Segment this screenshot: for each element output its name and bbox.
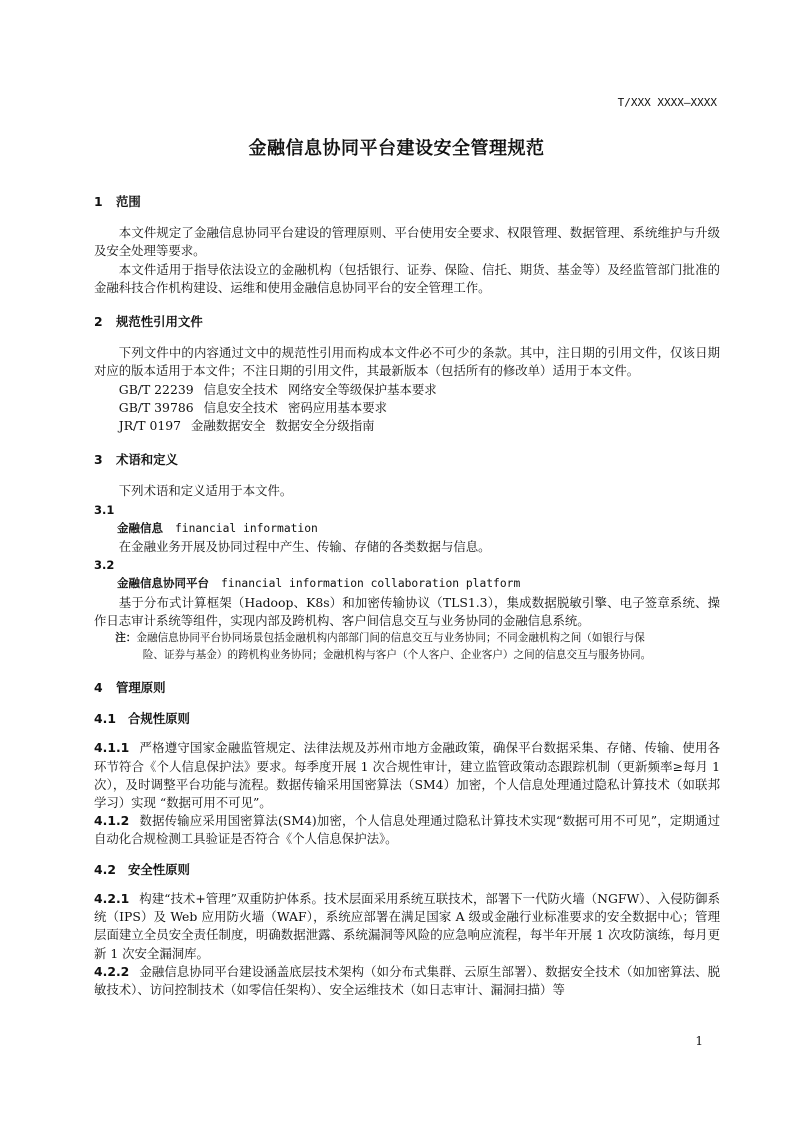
reference-code: GB/T 39786 (118, 399, 194, 415)
clause-number: 4.2.1 (94, 890, 130, 906)
reference-item (94, 417, 720, 435)
term-number: 3.1 (94, 502, 115, 517)
clause-number: 4.1.1 (94, 740, 130, 756)
section-number: 1 (94, 194, 103, 209)
subsection-title: 安全性原则 (128, 861, 190, 877)
term-name (94, 519, 720, 538)
reference-title-part: 信息安全技术 (203, 381, 278, 397)
paragraph: 下列文件中的内容通过文中的规范性引用而构成本文件必不可少的条款。其中，注日期的引用文件，仅该日期对应的版本适用于本文件；不注日期的引用文件，其最新版本（包括所有的修改单）适用于本文件。 (94, 345, 720, 379)
reference-title-part: 数据安全分级指南 (275, 418, 375, 434)
clause-number: 4.2.2 (94, 963, 130, 979)
note-text: 金融信息协同平台协同场景包括金融机构内部部门间的信息交互与业务协同；不同金融机构之间（如银行与保 (136, 632, 645, 645)
section-number: 3 (94, 452, 103, 468)
subsection-title: 合规性原则 (128, 711, 190, 727)
reference-title-part: 网络安全等级保护基本要求 (287, 381, 437, 397)
term-definition: 基于分布式计算框架（Hadoop、K8s）和加密传输协议（TLS1.3），集成数据脱敏引擎、电子签章系统、操作日志审计系统等组件，实现内部及跨机构、客户间信息交互与业务协同的金融信息系统。 (94, 594, 720, 628)
clause-4-2-1 (94, 890, 720, 963)
reference-code: GB/T 22239 (118, 381, 194, 397)
clause-number: 4.1.2 (94, 813, 130, 829)
term-definition: 在金融业务开展及协同过程中产生、传输、存储的各类数据与信息。 (118, 539, 491, 555)
note-label: 注： (115, 632, 137, 645)
clause-text: 数据传输应采用国密算法(SM4)加密，个人信息处理通过隐私计算技术实现“数据可用不可见”，定期通过自动化合规检测工具验证是否符合《个人信息保护法》。 (94, 813, 720, 847)
reference-title-part: 密码应用基本要求 (287, 399, 388, 415)
section-title: 规范性引用文件 (116, 314, 203, 330)
reference-item (94, 381, 720, 399)
section-number: 4 (94, 680, 103, 696)
section-title: 范围 (116, 194, 141, 209)
term-en: financial information (175, 521, 318, 535)
paragraph: 本文件适用于指导依法设立的金融机构（包括银行、证券、保险、信托、期货、基金等）及经监管部门批准的金融科技合作机构建设、运维和使用金融信息协同平台的安全管理工作。 (94, 261, 720, 295)
section-title: 术语和定义 (116, 452, 178, 468)
section-number: 2 (94, 314, 103, 330)
clause-4-1-2 (94, 812, 720, 848)
section-1-heading (94, 193, 720, 211)
clause-text: 构建“技术+管理”双重防护体系。技术层面采用系统互联技术，部署下一代防火墙（NGFW）、入侵防御系统（IPS）及 Web 应用防火墙（WAF），系统应部署在满足国家 A 级或金融行业标准要求的安全数据中心；管理层面建立全员安全责任制度，明确数据泄露、系统漏洞等风险的应急响应流程，每半年开展 1 次攻防演练，每月更新 1 次安全漏洞库。 (94, 890, 720, 961)
term-name (94, 574, 720, 593)
paragraph: 下列术语和定义适用于本文件。 (118, 483, 293, 499)
clause-4-2-2 (94, 963, 720, 999)
subsection-4-1-heading (94, 710, 720, 728)
section-3-heading (94, 451, 720, 469)
subsection-number: 4.1 (94, 711, 116, 727)
reference-title-part: 金融数据安全 (191, 418, 266, 434)
document-body (94, 193, 720, 999)
page-number: 1 (695, 1034, 703, 1048)
subsection-number: 4.2 (94, 861, 116, 877)
section-title: 管理原则 (116, 680, 166, 696)
standard-number: T/XXX XXXX—XXXX (617, 96, 717, 109)
reference-code: JR/T 0197 (118, 418, 182, 434)
subsection-4-2-heading (94, 861, 720, 879)
term-number: 3.2 (94, 558, 115, 573)
document-title: 金融信息协同平台建设安全管理规范 (248, 138, 545, 159)
term-note (94, 630, 720, 663)
term-en: financial information collaboration platform (221, 577, 521, 591)
clause-text: 严格遵守国家金融监管规定、法律法规及苏州市地方金融政策，确保平台数据采集、存储、传输、使用各环节符合《个人信息保护法》要求。每季度开展 1 次合规性审计，建立监管政策动态跟踪机制（更新频率≥每月 1 次），及时调整平台功能与流程。数据传输采用国密算法（SM4）加密，个人信息处理通过隐私计算技术（如联邦学习）实现 “数据可用不可见”。 (94, 740, 720, 811)
reference-item (94, 399, 720, 417)
note-text-continued: 险、证券与基金）的跨机构业务协同；金融机构与客户（个人客户、企业客户）之间的信息交互与服务协同。 (142, 648, 652, 661)
section-4-heading (94, 679, 720, 697)
term-zh: 金融信息 (117, 520, 163, 535)
clause-text: 金融信息协同平台建设涵盖底层技术架构（如分布式集群、云原生部署）、数据安全技术（如加密算法、脱敏技术）、访问控制技术（如零信任架构）、安全运维技术（如日志审计、漏洞扫描）等 (94, 963, 720, 997)
term-zh: 金融信息协同平台 (117, 576, 209, 591)
clause-4-1-1 (94, 739, 720, 812)
section-2-heading (94, 313, 720, 331)
paragraph: 本文件规定了金融信息协同平台建设的管理原则、平台使用安全要求、权限管理、数据管理、系统维护与升级及安全处理等要求。 (94, 225, 720, 259)
reference-title-part: 信息安全技术 (203, 399, 278, 415)
